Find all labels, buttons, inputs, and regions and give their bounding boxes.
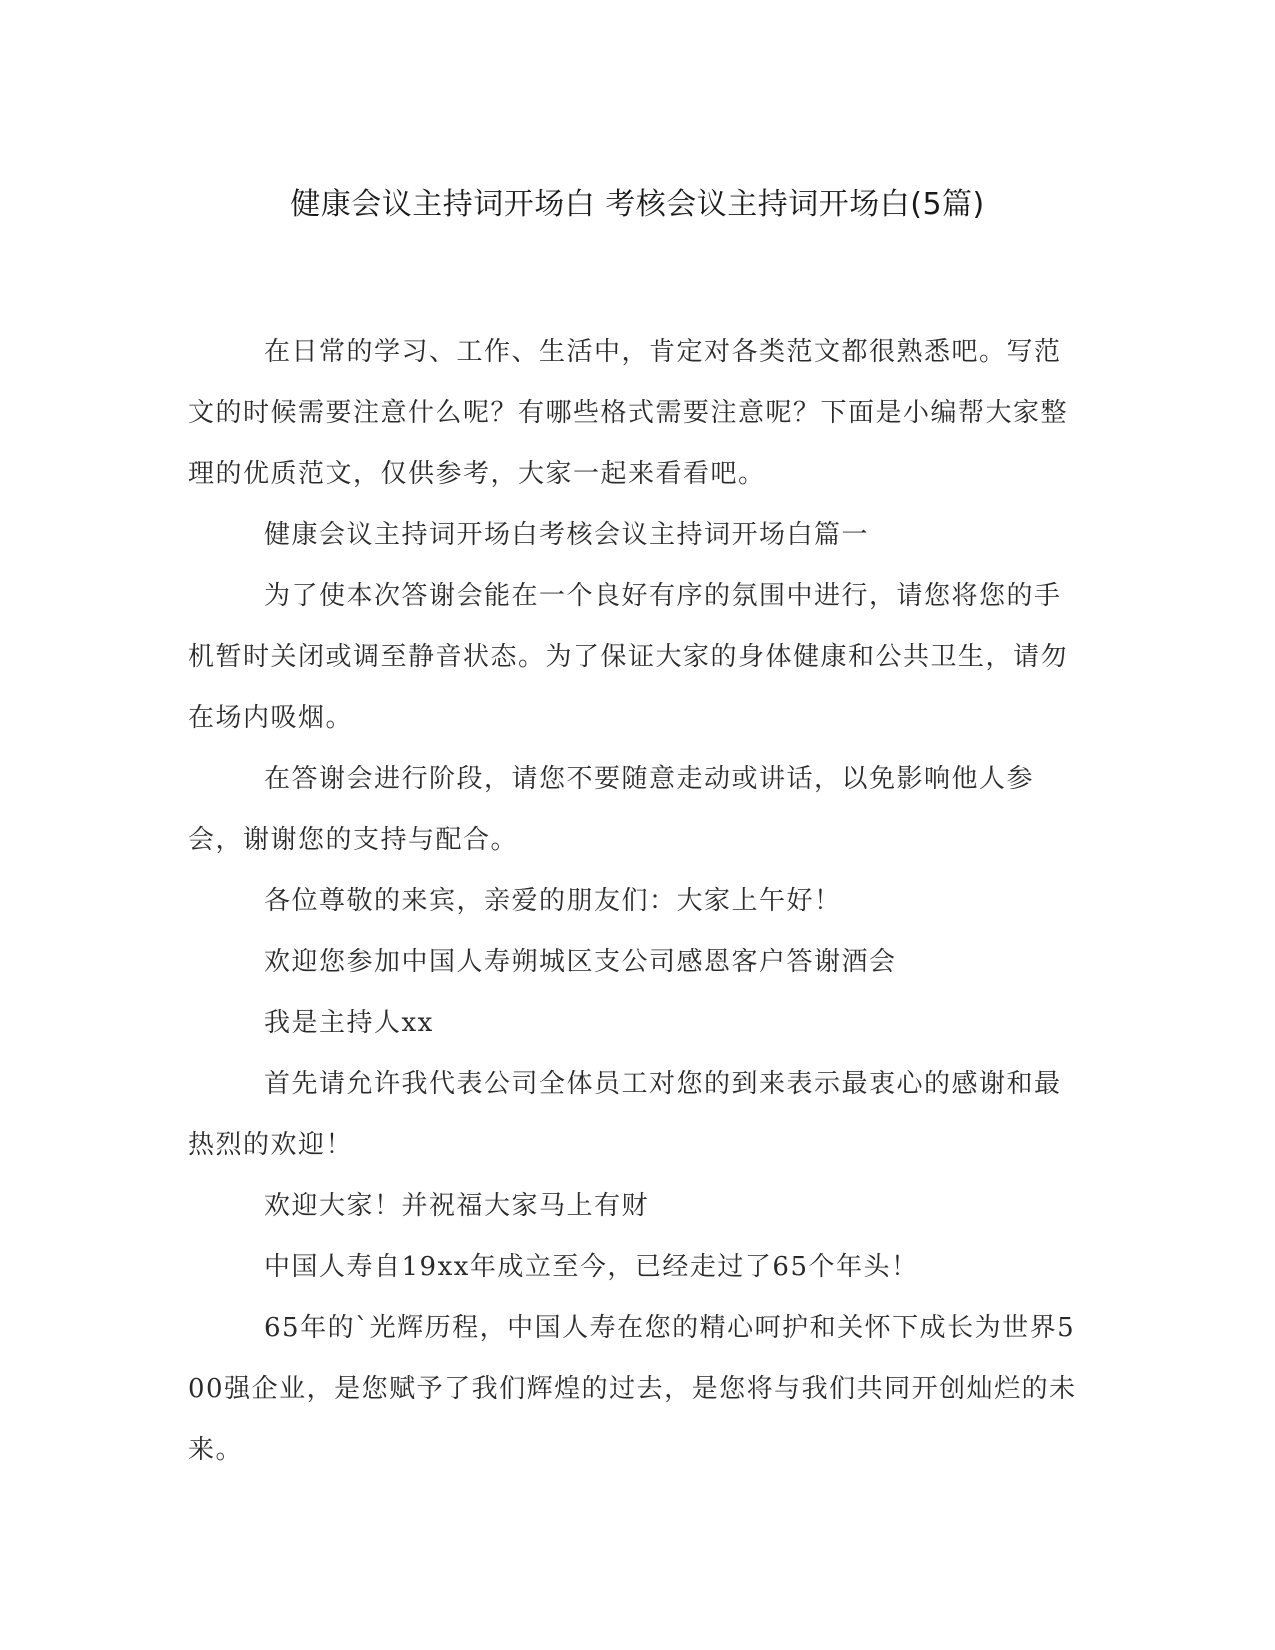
paragraph: 65年的`光辉历程，中国人寿在您的精心呵护和关怀下成长为世界500强企业，是您赋予了我们辉煌的过去，是您将与我们共同开创灿烂的未来。 xyxy=(188,1313,1077,1465)
paragraph: 中国人寿自19xx年成立至今，已经走过了65个年头！ xyxy=(264,1252,919,1282)
paragraph-intro: 在日常的学习、工作、生活中，肯定对各类范文都很熟悉吧。写范文的时候需要注意什么呢？有哪些格式需要注意呢？下面是小编帮大家整理的优质范文，仅供参考，大家一起来看看吧。 xyxy=(188,337,1069,489)
paragraph: 首先请允许我代表公司全体员工对您的到来表示最衷心的感谢和最热烈的欢迎！ xyxy=(188,1069,1062,1160)
paragraph: 我是主持人xx xyxy=(264,1008,434,1038)
paragraph: 欢迎大家！并祝福大家马上有财 xyxy=(264,1191,650,1221)
section-heading: 健康会议主持词开场白考核会议主持词开场白篇一 xyxy=(264,520,870,550)
paragraph: 各位尊敬的来宾，亲爱的朋友们：大家上午好！ xyxy=(264,886,842,916)
document-body xyxy=(188,322,1088,1481)
document-title: 健康会议主持词开场白 考核会议主持词开场白(5篇) xyxy=(290,187,985,222)
paragraph: 欢迎您参加中国人寿朔城区支公司感恩客户答谢酒会 xyxy=(264,947,897,977)
paragraph: 为了使本次答谢会能在一个良好有序的氛围中进行，请您将您的手机暂时关闭或调至静音状态。为了保证大家的身体健康和公共卫生，请勿在场内吸烟。 xyxy=(188,581,1069,733)
paragraph: 在答谢会进行阶段，请您不要随意走动或讲话，以免影响他人参会，谢谢您的支持与配合。 xyxy=(188,764,1035,855)
